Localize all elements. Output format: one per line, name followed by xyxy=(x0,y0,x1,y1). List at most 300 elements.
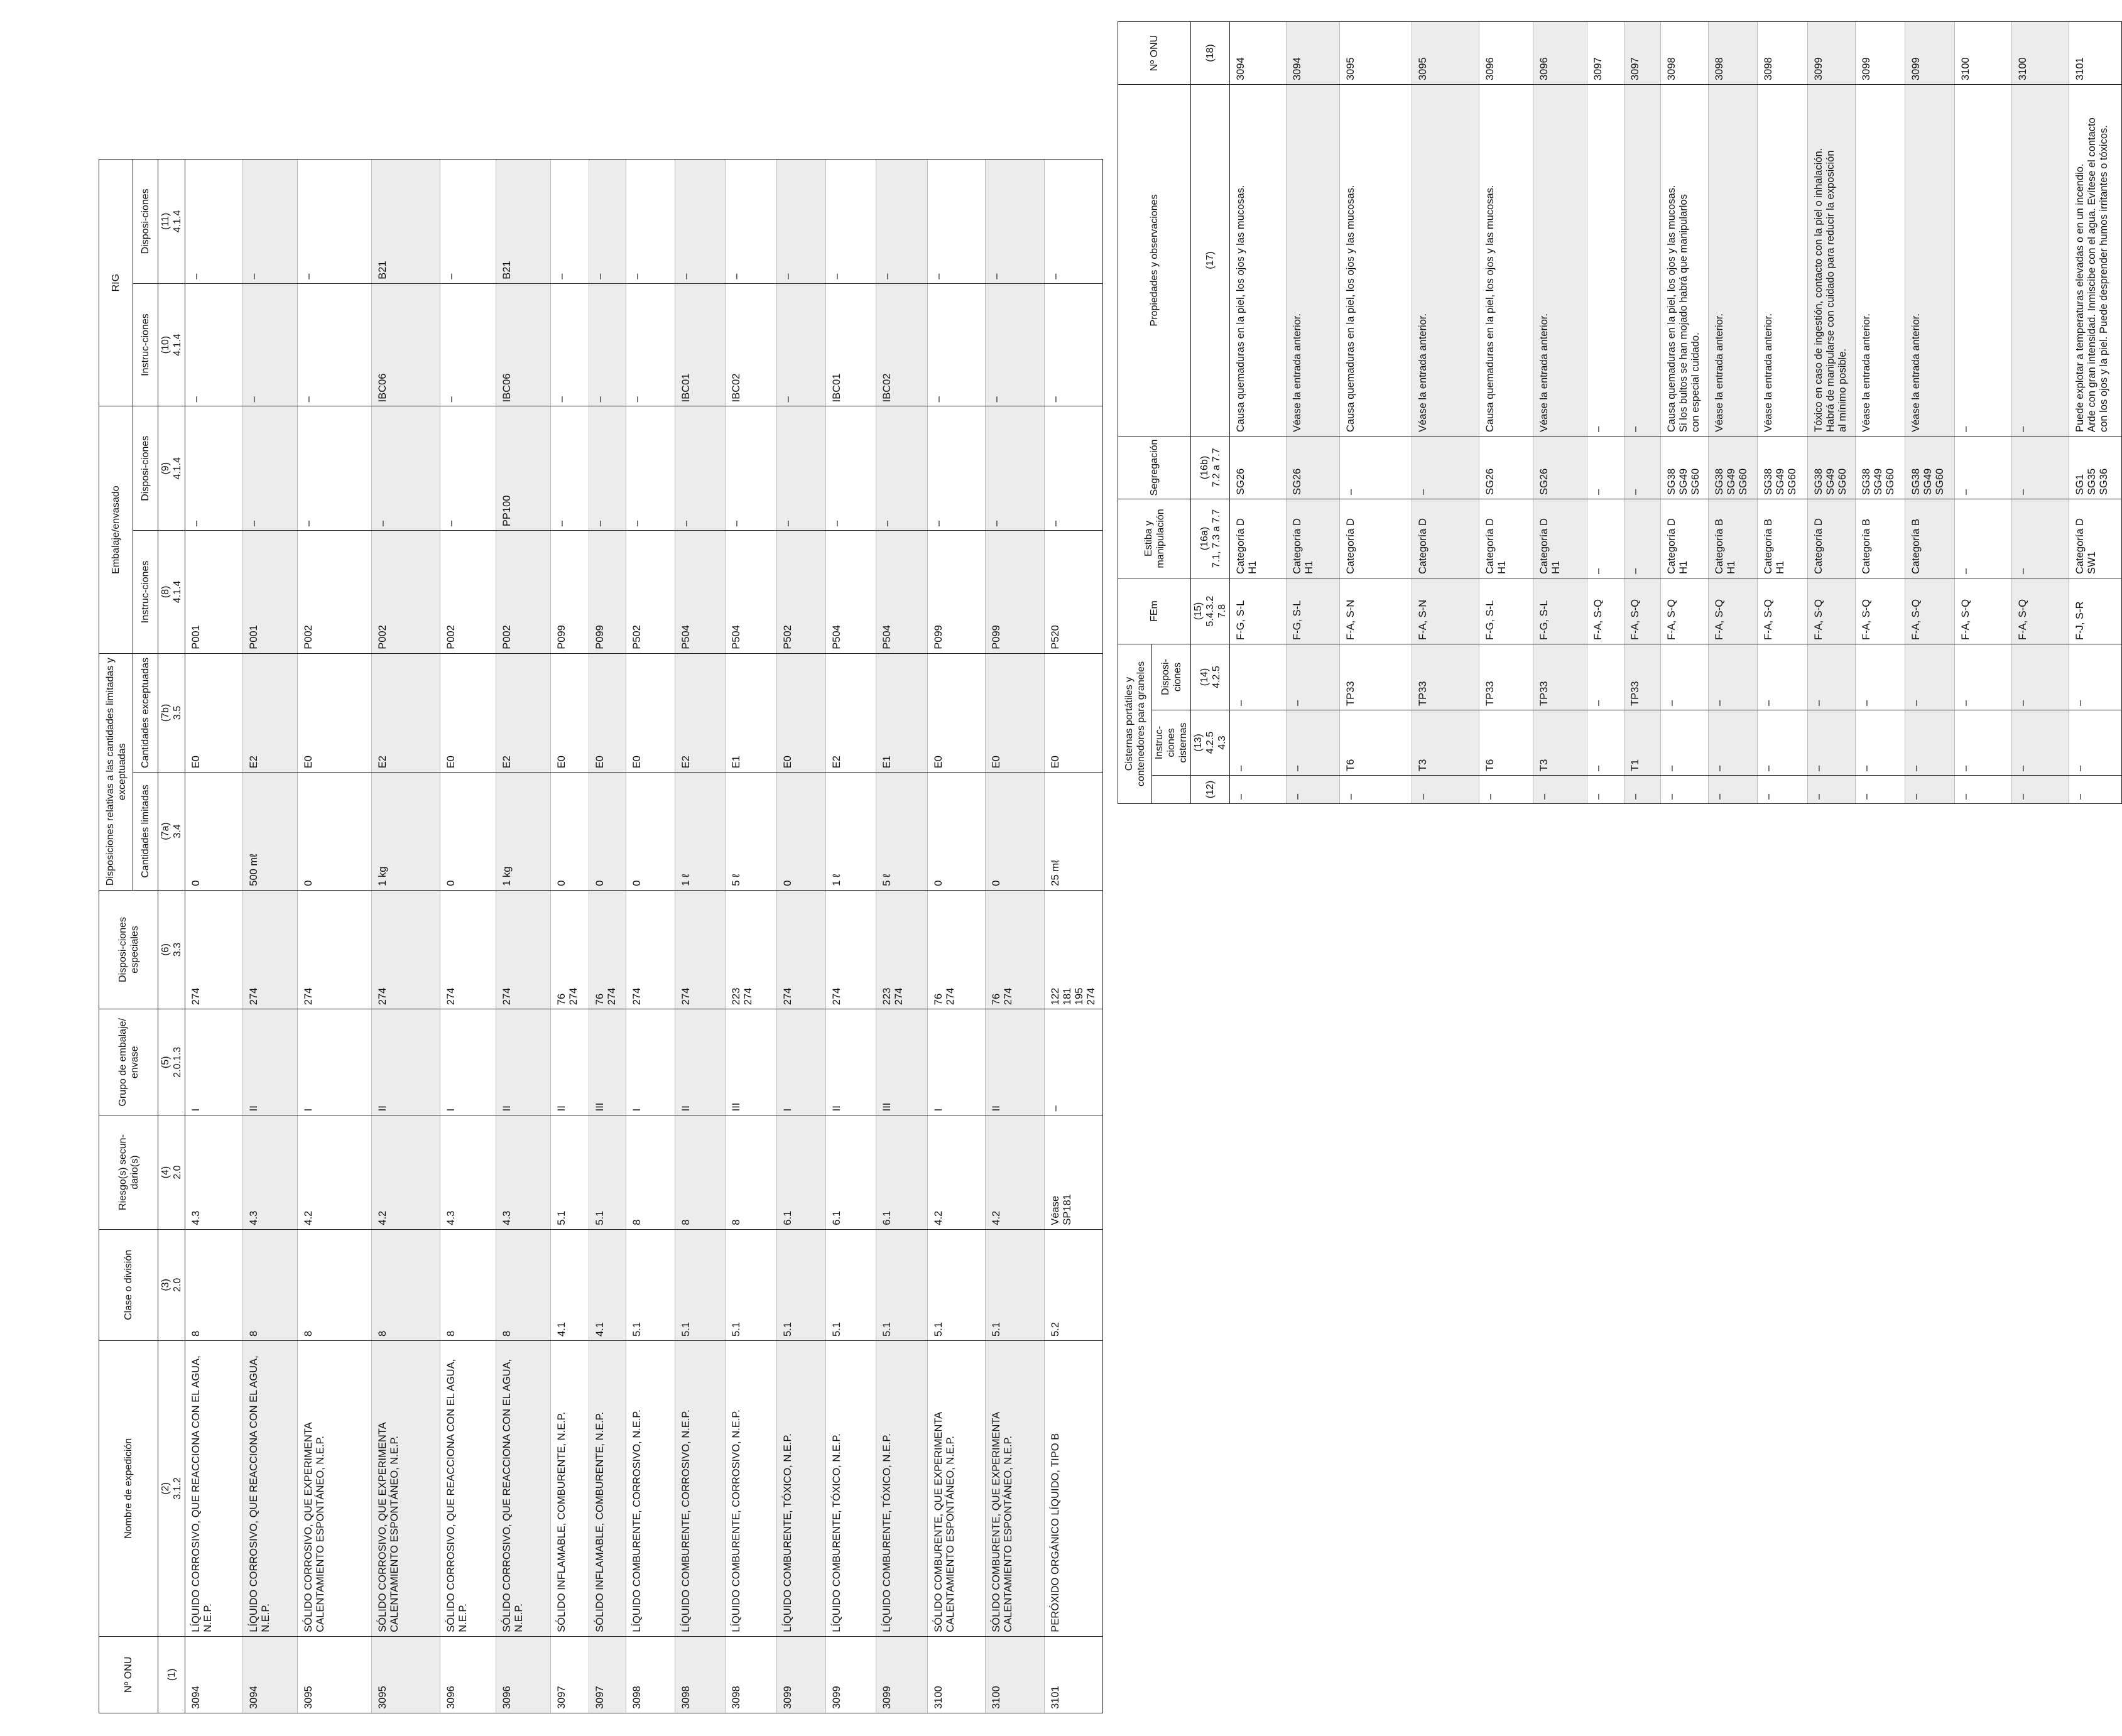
cell-rig-instr: – xyxy=(298,283,372,406)
cell-limited: 0 xyxy=(440,773,496,890)
cell-fem: F-A, S-Q xyxy=(1905,578,1954,644)
cell-fem: F-A, S-Q xyxy=(1955,578,2012,644)
cell-fem: F-G, S-L xyxy=(1230,578,1287,644)
cell-onu: 3099 xyxy=(876,1636,927,1713)
cell-stow: Categoría B H1 xyxy=(1709,499,1757,578)
cell-rig-instr: IBC02 xyxy=(876,283,927,406)
cell-rig-instr: – xyxy=(776,283,825,406)
cell-group: II xyxy=(675,1009,725,1115)
cell-special: 274 xyxy=(440,890,496,1009)
cell-onu: 3096 xyxy=(1533,22,1587,85)
cell-class: 8 xyxy=(440,1229,496,1340)
cell-c12: – xyxy=(1230,776,1287,804)
table-row xyxy=(1230,22,1287,804)
cell-risk: 6.1 xyxy=(826,1115,876,1229)
cell-rig-prov: – xyxy=(826,160,876,284)
cell-rig-instr: – xyxy=(185,283,243,406)
cell-onu: 3100 xyxy=(986,1636,1045,1713)
cell-stow: Categoría D H1 xyxy=(1479,499,1533,578)
cell-special: 223 274 xyxy=(725,890,776,1009)
cell-onu: 3098 xyxy=(1661,22,1709,85)
cell-special: 274 xyxy=(371,890,440,1009)
cell-prov: – xyxy=(986,406,1045,531)
cell-risk: 4.3 xyxy=(242,1115,298,1229)
cell-special: 122 181 195 274 xyxy=(1045,890,1103,1009)
cell-tank-instr: – xyxy=(1856,710,1905,776)
cell-onu: 3099 xyxy=(826,1636,876,1713)
header-props: Propiedades y observaciones xyxy=(1118,85,1191,437)
ref-c6: (6) 3.3 xyxy=(158,890,185,1009)
header-class: Clase o división xyxy=(99,1229,158,1340)
cell-stow: Categoría D xyxy=(1340,499,1412,578)
cell-instr: P504 xyxy=(725,531,776,654)
cell-rig-prov: – xyxy=(1045,160,1103,284)
cell-stow: – xyxy=(1955,499,2012,578)
cell-instr: P099 xyxy=(927,531,986,654)
cell-fem: F-A, S-Q xyxy=(1624,578,1661,644)
cell-prov: – xyxy=(185,406,243,531)
cell-instr: P099 xyxy=(986,531,1045,654)
cell-onu: 3100 xyxy=(927,1636,986,1713)
ref-c16a: (16a) 7.1, 7.3 a 7.7 xyxy=(1191,499,1230,578)
cell-prov: – xyxy=(298,406,372,531)
cell-stow: Categoría D xyxy=(1808,499,1856,578)
cell-seg: – xyxy=(1340,437,1412,499)
ref-c10: (10) 4.1.4 xyxy=(158,283,185,406)
cell-stow: Categoría D H1 xyxy=(1286,499,1340,578)
cell-rig-instr: – xyxy=(626,283,675,406)
cell-c12: – xyxy=(1808,776,1856,804)
cell-tank-instr: – xyxy=(1955,710,2012,776)
cell-rig-prov: – xyxy=(675,160,725,284)
cell-onu: 3095 xyxy=(298,1636,372,1713)
cell-onu: 3098 xyxy=(675,1636,725,1713)
cell-stow: Categoría B H1 xyxy=(1757,499,1807,578)
cell-limited: 0 xyxy=(626,773,675,890)
header-pack-instr: Instruc-ciones xyxy=(133,531,158,654)
cell-risk: 4.2 xyxy=(986,1115,1045,1229)
cell-prov: – xyxy=(927,406,986,531)
cell-tank-instr: – xyxy=(1757,710,1807,776)
cell-onu: 3101 xyxy=(1045,1636,1103,1713)
cell-class: 4.1 xyxy=(551,1229,589,1340)
cell-risk: 6.1 xyxy=(876,1115,927,1229)
cell-rig-prov: – xyxy=(298,160,372,284)
cell-tank-instr: – xyxy=(1905,710,1954,776)
cell-tank-instr: – xyxy=(2069,710,2122,776)
ref-c13: (13) 4.2.5 4.3 xyxy=(1191,710,1230,776)
cell-tank-instr: T6 xyxy=(1340,710,1412,776)
cell-instr: P002 xyxy=(440,531,496,654)
cell-risk: 8 xyxy=(626,1115,675,1229)
cell-class: 5.1 xyxy=(725,1229,776,1340)
cell-instr: P001 xyxy=(185,531,243,654)
cell-rig-instr: – xyxy=(927,283,986,406)
cell-rig-instr: – xyxy=(589,283,626,406)
cell-group: I xyxy=(927,1009,986,1115)
header-onu-right: Nº ONU xyxy=(1118,22,1191,85)
header-tank-instr: Instruc-ciones cisternas xyxy=(1152,710,1191,776)
header-rig: RIG xyxy=(99,160,133,406)
cell-seg: – xyxy=(1587,437,1624,499)
cell-c12: – xyxy=(1709,776,1757,804)
header-pack-prov: Disposi-ciones xyxy=(133,406,158,531)
cell-excepted: E2 xyxy=(826,653,876,773)
cell-prov: – xyxy=(589,406,626,531)
cell-limited: 5 ℓ xyxy=(725,773,776,890)
table-row xyxy=(1661,22,1709,804)
cell-prov: – xyxy=(776,406,825,531)
cell-limited: 5 ℓ xyxy=(876,773,927,890)
cell-name: LÍQUIDO COMBURENTE, CORROSIVO, N.E.P. xyxy=(725,1341,776,1637)
table-row xyxy=(589,160,626,1713)
cell-name: SÓLIDO COMBURENTE, QUE EXPERIMENTA CALENTAMIENTO ESPONTÁNEO, N.E.P. xyxy=(927,1341,986,1637)
cell-tank-instr: – xyxy=(1808,710,1856,776)
cell-stow: Categoría D H1 xyxy=(1230,499,1287,578)
cell-rig-prov: – xyxy=(440,160,496,284)
cell-onu: 3100 xyxy=(1955,22,2012,85)
cell-stow: Categoría D xyxy=(1412,499,1479,578)
table-row xyxy=(185,160,243,1713)
table-row xyxy=(1955,22,2012,804)
cell-fem: F-A, S-Q xyxy=(1587,578,1624,644)
cell-class: 5.1 xyxy=(776,1229,825,1340)
cell-group: II xyxy=(496,1009,551,1115)
cell-group: II xyxy=(826,1009,876,1115)
cell-special: 274 xyxy=(185,890,243,1009)
header-rig-instr: Instruc-ciones xyxy=(133,283,158,406)
cell-prov: PP100 xyxy=(496,406,551,531)
cell-c12: – xyxy=(2069,776,2122,804)
cell-stow: – xyxy=(1624,499,1661,578)
cell-prov: – xyxy=(1045,406,1103,531)
table-row xyxy=(440,160,496,1713)
cell-excepted: E0 xyxy=(551,653,589,773)
cell-tank-prov: – xyxy=(1709,644,1757,710)
cell-tank-prov: – xyxy=(1587,644,1624,710)
table-row xyxy=(371,160,440,1713)
cell-special: 274 xyxy=(826,890,876,1009)
cell-group: I xyxy=(440,1009,496,1115)
cell-class: 5.1 xyxy=(927,1229,986,1340)
cell-fem: F-G, S-L xyxy=(1286,578,1340,644)
cell-group: II xyxy=(986,1009,1045,1115)
cell-group: II xyxy=(242,1009,298,1115)
cell-instr: P520 xyxy=(1045,531,1103,654)
cell-group: I xyxy=(185,1009,243,1115)
cell-limited: 0 xyxy=(927,773,986,890)
cell-seg: – xyxy=(1624,437,1661,499)
cell-stow: – xyxy=(2011,499,2069,578)
header-excepted: Cantidades exceptuadas xyxy=(133,653,158,773)
cell-rig-instr: – xyxy=(440,283,496,406)
cell-c12: – xyxy=(1533,776,1587,804)
cell-name: LÍQUIDO COMBURENTE, TÓXICO, N.E.P. xyxy=(776,1341,825,1637)
cell-props: Véase la entrada anterior. xyxy=(1856,85,1905,437)
cell-onu: 3099 xyxy=(1856,22,1905,85)
cell-seg: – xyxy=(1955,437,2012,499)
cell-onu: 3098 xyxy=(1757,22,1807,85)
cell-onu: 3098 xyxy=(725,1636,776,1713)
cell-fem: F-A, S-Q xyxy=(2011,578,2069,644)
cell-onu: 3096 xyxy=(496,1636,551,1713)
cell-seg: SG38 SG49 SG60 xyxy=(1808,437,1856,499)
cell-onu: 3096 xyxy=(440,1636,496,1713)
cell-limited: 0 xyxy=(298,773,372,890)
cell-stow: Categoría B xyxy=(1856,499,1905,578)
cell-group: I xyxy=(298,1009,372,1115)
cell-c12: – xyxy=(1412,776,1479,804)
ref-c2: (2) 3.1.2 xyxy=(158,1341,185,1637)
cell-c12: – xyxy=(1624,776,1661,804)
ref-c16b: (16b) 7.2 a 7.7 xyxy=(1191,437,1230,499)
cell-risk: 8 xyxy=(725,1115,776,1229)
cell-limited: 25 mℓ xyxy=(1045,773,1103,890)
cell-class: 8 xyxy=(496,1229,551,1340)
cell-tank-instr: – xyxy=(2011,710,2069,776)
cell-c12: – xyxy=(1905,776,1954,804)
table-row xyxy=(876,160,927,1713)
cell-special: 223 274 xyxy=(876,890,927,1009)
header-special: Disposi-ciones especiales xyxy=(99,890,158,1009)
cell-rig-prov: – xyxy=(626,160,675,284)
table-row xyxy=(1340,22,1412,804)
table-row xyxy=(1624,22,1661,804)
cell-special: 274 xyxy=(776,890,825,1009)
cell-name: LÍQUIDO CORROSIVO, QUE REACCIONA CON EL AGUA, N.E.P. xyxy=(185,1341,243,1637)
cell-name: LÍQUIDO COMBURENTE, TÓXICO, N.E.P. xyxy=(876,1341,927,1637)
cell-instr: P504 xyxy=(826,531,876,654)
cell-prov: – xyxy=(826,406,876,531)
cell-special: 274 xyxy=(675,890,725,1009)
cell-class: 5.1 xyxy=(675,1229,725,1340)
ref-c12: (12) xyxy=(1191,776,1230,804)
table-row xyxy=(1856,22,1905,804)
cell-risk: 4.3 xyxy=(440,1115,496,1229)
cell-onu: 3099 xyxy=(776,1636,825,1713)
cell-limited: 1 kg xyxy=(371,773,440,890)
right-table xyxy=(1118,21,2122,804)
cell-fem: F-A, S-Q xyxy=(1856,578,1905,644)
cell-excepted: E2 xyxy=(675,653,725,773)
cell-prov: – xyxy=(440,406,496,531)
cell-name: PERÓXIDO ORGÁNICO LÍQUIDO, TIPO B xyxy=(1045,1341,1103,1637)
cell-excepted: E2 xyxy=(496,653,551,773)
cell-special: 274 xyxy=(298,890,372,1009)
cell-onu: 3097 xyxy=(1587,22,1624,85)
cell-rig-instr: – xyxy=(986,283,1045,406)
cell-risk: 6.1 xyxy=(776,1115,825,1229)
cell-rig-prov: – xyxy=(776,160,825,284)
table-row xyxy=(626,160,675,1713)
cell-class: 5.1 xyxy=(986,1229,1045,1340)
table-row xyxy=(826,160,876,1713)
cell-instr: P002 xyxy=(298,531,372,654)
cell-seg: SG26 xyxy=(1230,437,1287,499)
cell-prov: – xyxy=(371,406,440,531)
cell-props: Causa quemaduras en la piel, los ojos y las mucosas. xyxy=(1340,85,1412,437)
cell-rig-prov: – xyxy=(725,160,776,284)
cell-risk: 4.3 xyxy=(496,1115,551,1229)
cell-excepted: E0 xyxy=(927,653,986,773)
cell-tank-prov: TP33 xyxy=(1479,644,1533,710)
cell-name: SÓLIDO COMBURENTE, QUE EXPERIMENTA CALENTAMIENTO ESPONTÁNEO, N.E.P. xyxy=(986,1341,1045,1637)
cell-rig-prov: – xyxy=(242,160,298,284)
cell-onu: 3097 xyxy=(589,1636,626,1713)
cell-group: III xyxy=(876,1009,927,1115)
table-row xyxy=(1808,22,1856,804)
table-row xyxy=(1709,22,1757,804)
cell-onu: 3094 xyxy=(1230,22,1287,85)
cell-fem: F-G, S-L xyxy=(1479,578,1533,644)
cell-limited: 1 kg xyxy=(496,773,551,890)
cell-group: III xyxy=(725,1009,776,1115)
cell-props: Véase la entrada anterior. xyxy=(1412,85,1479,437)
cell-c12: – xyxy=(1955,776,2012,804)
ref-c4: (4) 2.0 xyxy=(158,1115,185,1229)
cell-excepted: E0 xyxy=(986,653,1045,773)
ref-c11: (11) 4.1.4 xyxy=(158,160,185,284)
cell-excepted: E0 xyxy=(626,653,675,773)
header-packing: Embalaje/envasado xyxy=(99,406,133,653)
cell-risk: 5.1 xyxy=(589,1115,626,1229)
cell-props: Causa quemaduras en la piel, los ojos y las mucosas. Si los bultos se han mojado habrá que manipularlos con especial cuidado. xyxy=(1661,85,1709,437)
header-c12-blank xyxy=(1152,776,1191,804)
table-row xyxy=(1286,22,1340,804)
cell-excepted: E1 xyxy=(725,653,776,773)
cell-risk: 4.2 xyxy=(371,1115,440,1229)
cell-c12: – xyxy=(1479,776,1533,804)
cell-tank-prov: – xyxy=(1286,644,1340,710)
cell-class: 8 xyxy=(242,1229,298,1340)
cell-onu: 3096 xyxy=(1479,22,1533,85)
cell-onu: 3097 xyxy=(551,1636,589,1713)
left-table xyxy=(99,159,1103,1713)
header-rig-prov: Disposi-ciones xyxy=(133,160,158,284)
cell-limited: 500 mℓ xyxy=(242,773,298,890)
header-onu: Nº ONU xyxy=(99,1636,158,1713)
cell-rig-instr: IBC06 xyxy=(496,283,551,406)
cell-fem: F-A, S-Q xyxy=(1661,578,1709,644)
ref-c9: (9) 4.1.4 xyxy=(158,406,185,531)
cell-rig-instr: – xyxy=(242,283,298,406)
cell-excepted: E2 xyxy=(371,653,440,773)
cell-seg: – xyxy=(1412,437,1479,499)
cell-stow: Categoría D SW1 xyxy=(2069,499,2122,578)
cell-special: 76 274 xyxy=(986,890,1045,1009)
ref-c14: (14) 4.2.5 xyxy=(1191,644,1230,710)
cell-special: 274 xyxy=(496,890,551,1009)
cell-limited: 0 xyxy=(589,773,626,890)
table-row xyxy=(551,160,589,1713)
cell-c12: – xyxy=(2011,776,2069,804)
cell-group: I xyxy=(626,1009,675,1115)
ref-c15: (15) 5.4.3.2 7.8 xyxy=(1191,578,1230,644)
cell-rig-instr: IBC02 xyxy=(725,283,776,406)
cell-stow: Categoría B xyxy=(1905,499,1954,578)
cell-name: SÓLIDO CORROSIVO, QUE REACCIONA CON EL AGUA, N.E.P. xyxy=(440,1341,496,1637)
header-stow: Estiba y manipulación xyxy=(1118,499,1191,578)
cell-props: Tóxico en caso de ingestión, contacto con la piel o inhalación. Habrá de manipularse con cuidado para reducir la exposición al mínimo posible. xyxy=(1808,85,1856,437)
cell-rig-prov: – xyxy=(551,160,589,284)
cell-instr: P002 xyxy=(371,531,440,654)
cell-onu: 3099 xyxy=(1808,22,1856,85)
cell-class: 8 xyxy=(371,1229,440,1340)
cell-fem: F-A, S-Q xyxy=(1757,578,1807,644)
cell-rig-instr: IBC01 xyxy=(675,283,725,406)
cell-onu: 3099 xyxy=(1905,22,1954,85)
cell-stow: Categoría D H1 xyxy=(1533,499,1587,578)
cell-excepted: E1 xyxy=(876,653,927,773)
cell-rig-prov: – xyxy=(185,160,243,284)
cell-risk: 4.2 xyxy=(298,1115,372,1229)
cell-group: III xyxy=(589,1009,626,1115)
table-row xyxy=(1533,22,1587,804)
cell-name: SÓLIDO CORROSIVO, QUE EXPERIMENTA CALENTAMIENTO ESPONTÁNEO, N.E.P. xyxy=(371,1341,440,1637)
cell-instr: P099 xyxy=(589,531,626,654)
cell-limited: 1 ℓ xyxy=(826,773,876,890)
cell-c12: – xyxy=(1856,776,1905,804)
cell-tank-instr: – xyxy=(1661,710,1709,776)
cell-group: – xyxy=(1045,1009,1103,1115)
header-limited: Cantidades limitadas xyxy=(133,773,158,890)
cell-prov: – xyxy=(242,406,298,531)
cell-excepted: E0 xyxy=(298,653,372,773)
cell-tank-prov: – xyxy=(2011,644,2069,710)
cell-risk: 8 xyxy=(675,1115,725,1229)
cell-rig-prov: – xyxy=(589,160,626,284)
header-limited-group: Disposiciones relativas a las cantidades limitadas y exceptuadas xyxy=(99,653,133,890)
cell-name: SÓLIDO INFLAMABLE, COMBURENTE, N.E.P. xyxy=(589,1341,626,1637)
cell-stow: Categoría D H1 xyxy=(1661,499,1709,578)
cell-class: 8 xyxy=(298,1229,372,1340)
cell-props: Puede explotar a temperaturas elevadas o en un incendio. Arde con gran intensidad. Inmiscibe con el agua. Evítese el contacto con los ojos y la piel. Puede desprender humos irritantes o tóxicos. xyxy=(2069,85,2122,437)
cell-tank-instr: – xyxy=(1709,710,1757,776)
cell-props: – xyxy=(1587,85,1624,437)
cell-seg: SG38 SG49 SG60 xyxy=(1709,437,1757,499)
cell-seg: SG26 xyxy=(1286,437,1340,499)
cell-excepted: E0 xyxy=(440,653,496,773)
table-row xyxy=(496,160,551,1713)
cell-rig-prov: – xyxy=(876,160,927,284)
table-row xyxy=(242,160,298,1713)
cell-onu: 3101 xyxy=(2069,22,2122,85)
cell-tank-prov: TP33 xyxy=(1412,644,1479,710)
ref-c8: (8) 4.1.4 xyxy=(158,531,185,654)
cell-special: 274 xyxy=(242,890,298,1009)
cell-stow: – xyxy=(1587,499,1624,578)
ref-c5: (5) 2.0.1.3 xyxy=(158,1009,185,1115)
cell-onu: 3095 xyxy=(1412,22,1479,85)
cell-props: Véase la entrada anterior. xyxy=(1905,85,1954,437)
cell-c12: – xyxy=(1340,776,1412,804)
cell-instr: P504 xyxy=(876,531,927,654)
cell-prov: – xyxy=(876,406,927,531)
cell-props: Causa quemaduras en la piel, los ojos y las mucosas. xyxy=(1479,85,1533,437)
cell-limited: 0 xyxy=(185,773,243,890)
cell-risk: 4.2 xyxy=(927,1115,986,1229)
cell-seg: SG38 SG49 SG60 xyxy=(1856,437,1905,499)
cell-onu: 3095 xyxy=(1340,22,1412,85)
cell-tank-instr: – xyxy=(1230,710,1287,776)
cell-seg: SG38 SG49 SG60 xyxy=(1905,437,1954,499)
cell-rig-instr: IBC01 xyxy=(826,283,876,406)
table-row xyxy=(776,160,825,1713)
cell-rig-instr: – xyxy=(1045,283,1103,406)
cell-c12: – xyxy=(1757,776,1807,804)
cell-props: Véase la entrada anterior. xyxy=(1709,85,1757,437)
cell-name: LÍQUIDO COMBURENTE, TÓXICO, N.E.P. xyxy=(826,1341,876,1637)
